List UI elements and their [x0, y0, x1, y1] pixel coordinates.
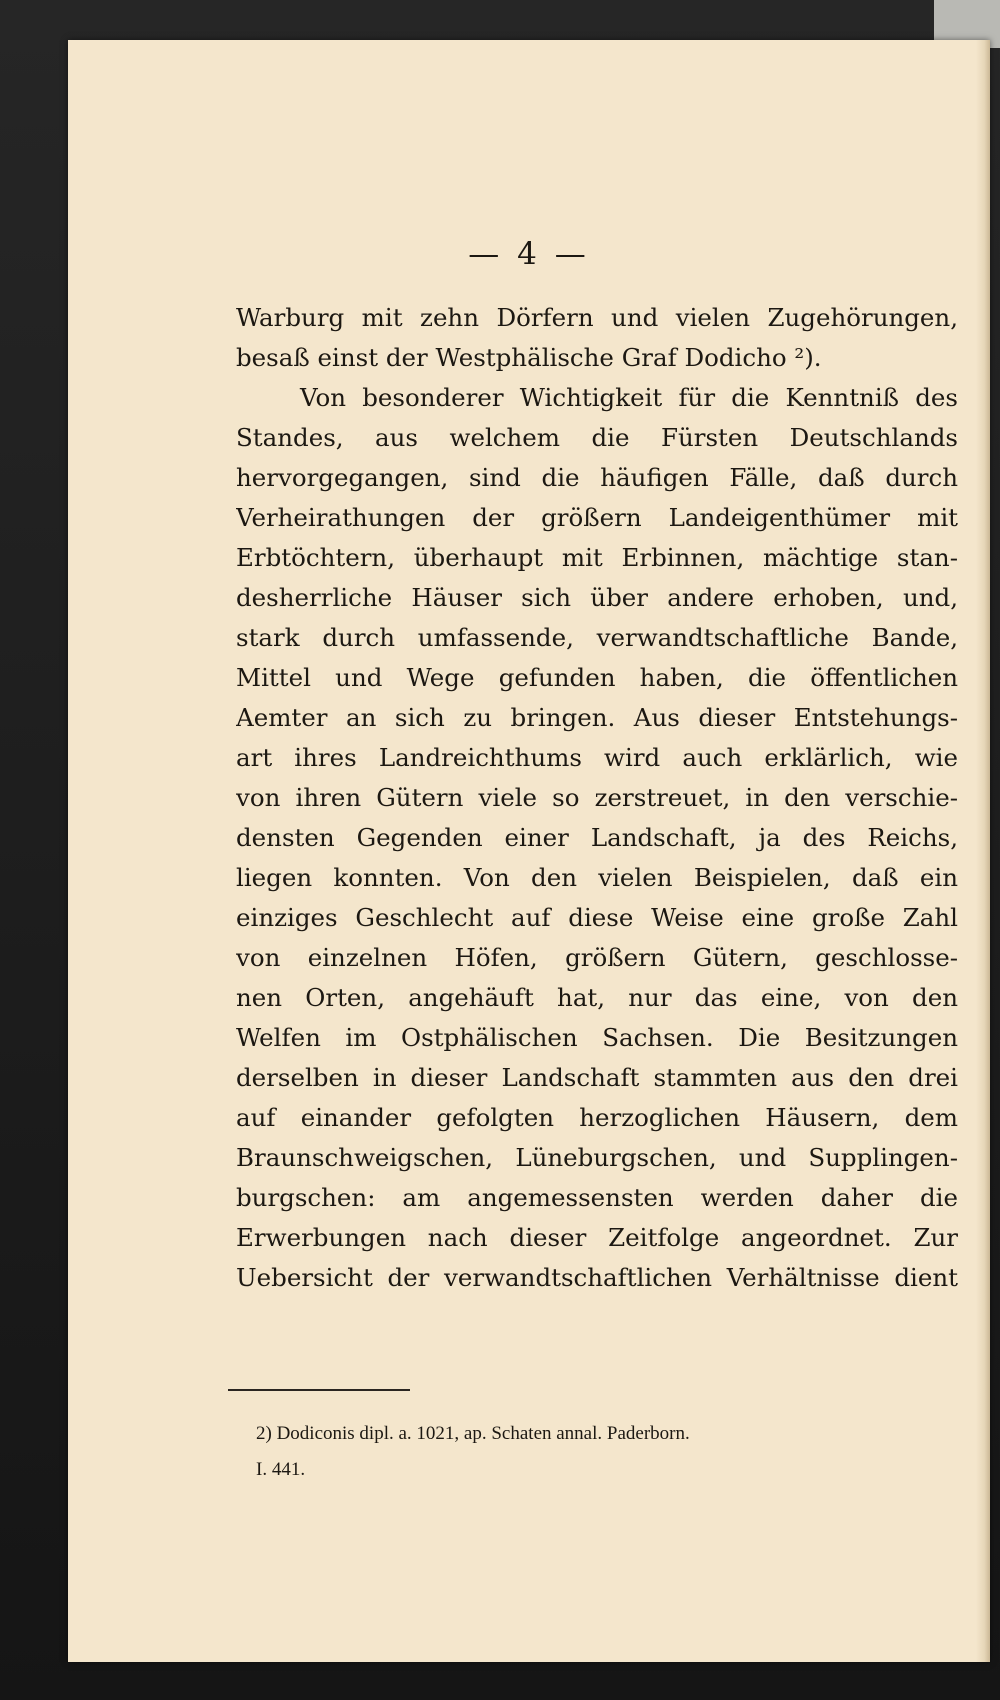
page-edge-shadow	[976, 40, 990, 1662]
text-line: Erwerbungen nach dieser Zeitfolge angeordnet. Zur	[236, 1223, 958, 1252]
text-line: Warburg mit zehn Dörfern und vielen Zugehörungen,	[236, 303, 958, 332]
text-line: einziges Geschlecht auf diese Weise eine große Zahl	[236, 903, 958, 932]
text-line: auf einander gefolgten herzoglichen Häusern, dem	[236, 1103, 958, 1132]
footnote-divider	[228, 1389, 410, 1391]
book-page	[68, 40, 990, 1662]
footnote-line: 2) Dodiconis dipl. a. 1021, ap. Schaten annal. Paderborn.	[256, 1423, 690, 1444]
text-line: besaß einst der Westphälische Graf Dodicho ²).	[236, 343, 822, 372]
footnote-line: I. 441.	[256, 1459, 306, 1480]
text-line: Braunschweigschen, Lüneburgschen, und Supplingen-	[236, 1143, 958, 1172]
text-line: hervorgegangen, sind die häufigen Fälle, daß durch	[236, 463, 958, 492]
text-line: Standes, aus welchem die Fürsten Deutschlands	[236, 423, 958, 452]
text-line: Uebersicht der verwandtschaftlichen Verhältnisse dient	[236, 1263, 958, 1292]
text-line: von ihren Gütern viele so zerstreuet, in den verschie-	[236, 783, 958, 812]
text-line: Aemter an sich zu bringen. Aus dieser Entstehungs-	[236, 703, 958, 732]
text-line: liegen konnten. Von den vielen Beispielen, daß ein	[236, 863, 958, 892]
footnote	[256, 1416, 956, 1488]
text-line: Mittel und Wege gefunden haben, die öffentlichen	[236, 663, 958, 692]
text-line: Erbtöchtern, überhaupt mit Erbinnen, mächtige stan-	[236, 543, 958, 572]
text-line: nen Orten, angehäuft hat, nur das eine, von den	[236, 983, 958, 1012]
text-line: von einzelnen Höfen, größern Gütern, geschlosse-	[236, 943, 958, 972]
text-line: stark durch umfassende, verwandtschaftliche Bande,	[236, 623, 958, 652]
text-line: Welfen im Ostphälischen Sachsen. Die Besitzungen	[236, 1023, 958, 1052]
text-line: Von besonderer Wichtigkeit für die Kenntniß des	[300, 383, 958, 412]
text-line: derselben in dieser Landschaft stammten aus den drei	[236, 1063, 958, 1092]
text-line: art ihres Landreichthums wird auch erklärlich, wie	[236, 743, 958, 772]
text-line: Verheirathungen der größern Landeigenthümer mit	[236, 503, 958, 532]
text-line: burgschen: am angemessensten werden daher die	[236, 1183, 958, 1212]
text-line: desherrliche Häuser sich über andere erhoben, und,	[236, 583, 958, 612]
body-text	[236, 298, 958, 1298]
text-line: densten Gegenden einer Landschaft, ja des Reichs,	[236, 823, 958, 852]
page-number: — 4 —	[468, 236, 590, 272]
